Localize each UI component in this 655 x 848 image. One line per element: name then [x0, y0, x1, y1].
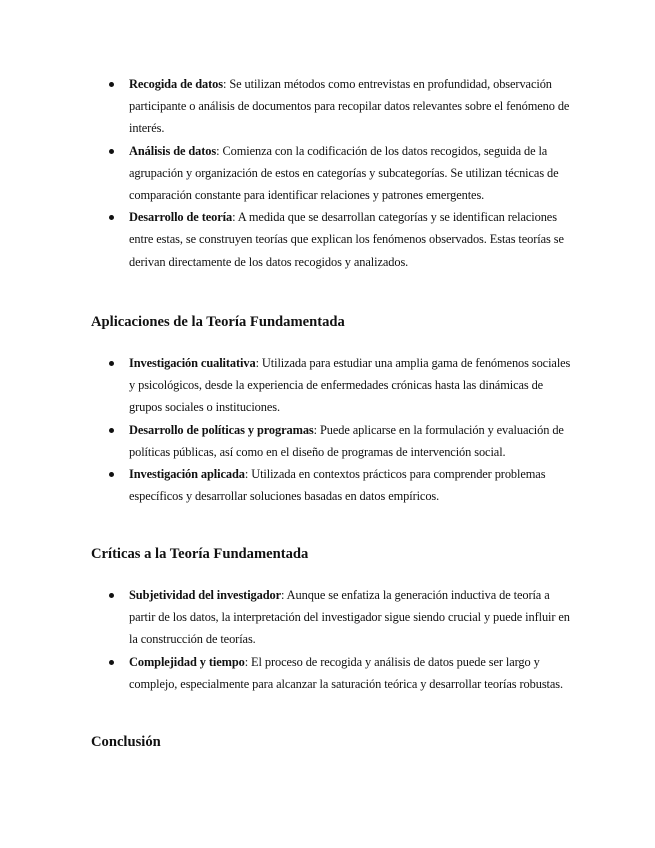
bullet-term: Recogida de datos: [129, 77, 223, 91]
list-item: [0, 651, 655, 695]
list-item: [0, 463, 655, 507]
bullet-term: Subjetividad del investigador: [129, 588, 282, 602]
list-item: [0, 419, 655, 463]
bullet-icon: [109, 660, 114, 665]
bullet-text: : El proceso de recogida y análisis de datos puede ser largo y complejo, especialmente para alcanzar la saturación teórica y desarrollar teorías robustas.: [129, 654, 563, 691]
list-item: [0, 352, 655, 419]
bullet-term: Investigación aplicada: [129, 467, 245, 482]
aplicaciones-list: [0, 352, 655, 507]
bullet-icon: [109, 428, 114, 433]
bullet-text: : A medida que se desarrollan categorías y se identifican relaciones entre estas, se construyen teorías que explican los fenómenos observados. Estas teorías se derivan directamente de los datos recogidos y analizados.: [129, 210, 564, 269]
section-heading-conclusion: Conclusión: [91, 734, 161, 750]
section-heading-criticas: Críticas a la Teoría Fundamentada: [91, 546, 309, 562]
bullet-icon: [109, 472, 114, 477]
bullet-icon: [109, 361, 114, 366]
bullet-text: : Se utilizan métodos como entrevistas en profundidad, observación participante o análisis de documentos para recopilar datos relevantes sobre el fenómeno de interés.: [129, 77, 570, 136]
list-item: [0, 73, 655, 140]
section-heading-aplicaciones: Aplicaciones de la Teoría Fundamentada: [91, 314, 345, 330]
bullet-term: Desarrollo de políticas y programas: [129, 422, 314, 437]
bullet-icon: [109, 593, 114, 598]
bullet-text: : Utilizada en contextos prácticos para comprender problemas específicos y desarrollar soluciones basadas en datos empíricos.: [129, 467, 546, 504]
bullet-icon: [109, 82, 114, 87]
bullet-term: Investigación cualitativa: [129, 356, 256, 370]
list-item: [0, 140, 655, 207]
list-item: [0, 584, 655, 651]
bullet-text: : Puede aplicarse en la formulación y evaluación de políticas públicas, así como en el diseño de programas de intervención social.: [129, 422, 564, 459]
bullet-icon: [109, 215, 114, 220]
bullet-term: Complejidad y tiempo: [129, 654, 245, 669]
bullet-text: : Comienza con la codificación de los datos recogidos, seguida de la agrupación y organización de estos en categorías y subcategorías. Se utilizan técnicas de comparación constante para identificar relaciones y patrones emergentes.: [129, 143, 559, 203]
bullet-term: Análisis de datos: [129, 143, 217, 158]
list-item: [0, 206, 655, 273]
bullet-text: : Aunque se enfatiza la generación inductiva de teoría a partir de los datos, la interpretación del investigador sigue siendo crucial y puede influir en la construcción de teorías.: [129, 588, 570, 647]
bullet-term: Desarrollo de teoría: [129, 210, 233, 225]
method-steps-list: [0, 73, 655, 273]
bullet-text: : Utilizada para estudiar una amplia gama de fenómenos sociales y psicológicos, desde la experiencia de enfermedades crónicas hasta las dinámicas de grupos sociales o instituciones.: [129, 356, 571, 415]
criticas-list: [0, 584, 655, 695]
bullet-icon: [109, 149, 114, 154]
